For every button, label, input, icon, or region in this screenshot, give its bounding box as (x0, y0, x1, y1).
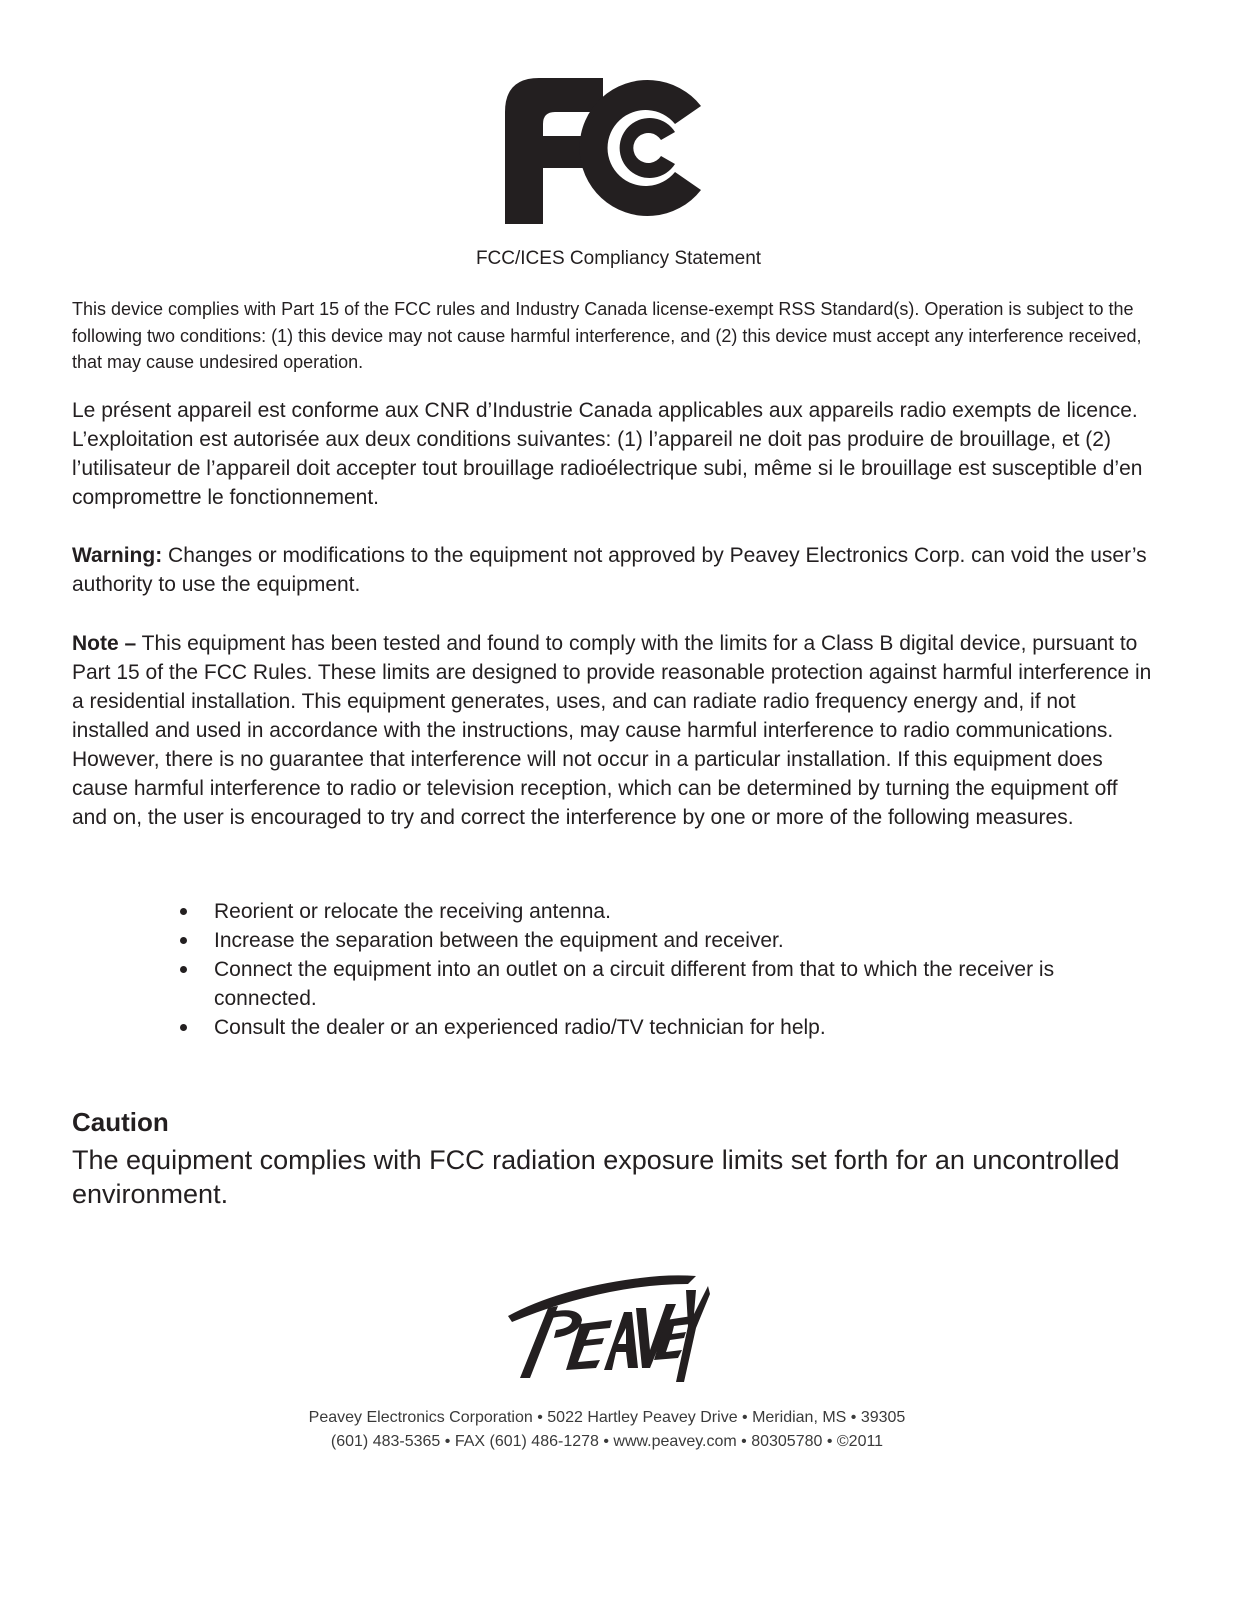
footer-contact: (601) 483-5365 • FAX (601) 486-1278 • www.peavey.com • 80305780 • ©2011 (330, 1433, 884, 1450)
list-item: Connect the equipment into an outlet on a circuit different from that to which the receiver is connected. (180, 955, 1140, 1013)
caution-text: The equipment complies with FCC radiation exposure limits set forth for an uncontrolled environment. (72, 1145, 1120, 1209)
statement-title: FCC/ICES Compliancy Statement (475, 248, 762, 269)
bullet-icon (180, 908, 187, 915)
measures-list (180, 897, 1140, 1042)
english-statement: This device complies with Part 15 of the FCC rules and Industry Canada license-exempt RSS Standard(s). Operation is subject to the following two conditions: (1) this device may not cause harmful interference, and (2) this device must accept any interference received, that may cause undesired operation. (72, 299, 1142, 372)
note-label: Note – (72, 632, 137, 655)
fcc-logo (505, 72, 723, 224)
bullet-icon (180, 1024, 187, 1031)
note-text: This equipment has been tested and found to comply with the limits for a Class B digital device, pursuant to Part 15 of the FCC Rules. These limits are designed to provide reasonable protection against harmful interference in a residential installation. This equipment generates, uses, and can radiate radio frequency energy and, if not installed and used in accordance with the instructions, may cause harmful interference to radio communications. However, there is no guarantee that interference will not occur in a particular installation. If this equipment does cause harmful interference to radio or television reception, which can be determined by turning the equipment off and on, the user is encouraged to try and correct the interference by one or more of the following measures. (72, 632, 1152, 829)
list-item: Reorient or relocate the receiving antenna. (180, 897, 1140, 926)
peavey-logo (500, 1272, 710, 1384)
footer-address: Peavey Electronics Corporation • 5022 Hartley Peavey Drive • Meridian, MS • 39305 (308, 1409, 906, 1426)
caution-heading: Caution (72, 1107, 169, 1137)
warning-paragraph (72, 541, 1152, 599)
warning-label: Warning: (72, 544, 163, 567)
bullet-icon (180, 966, 187, 973)
bullet-icon (180, 937, 187, 944)
french-statement: Le présent appareil est conforme aux CNR d’Industrie Canada applicables aux appareils radio exempts de licence. L’exploitation est autorisée aux deux conditions suivantes: (1) l’appareil ne doit pas produire de brouillage, et (2) l’utilisateur de l’appareil doit accepter tout brouillage radioélectrique subi, même si le brouillage est susceptible d’en compromettre le fonctionnement. (72, 399, 1143, 509)
list-item: Consult the dealer or an experienced radio/TV technician for help. (180, 1013, 1140, 1042)
list-item: Increase the separation between the equipment and receiver. (180, 926, 1140, 955)
note-paragraph (72, 629, 1152, 832)
warning-text: Changes or modifications to the equipment not approved by Peavey Electronics Corp. can void the user’s authority to use the equipment. (72, 544, 1147, 596)
